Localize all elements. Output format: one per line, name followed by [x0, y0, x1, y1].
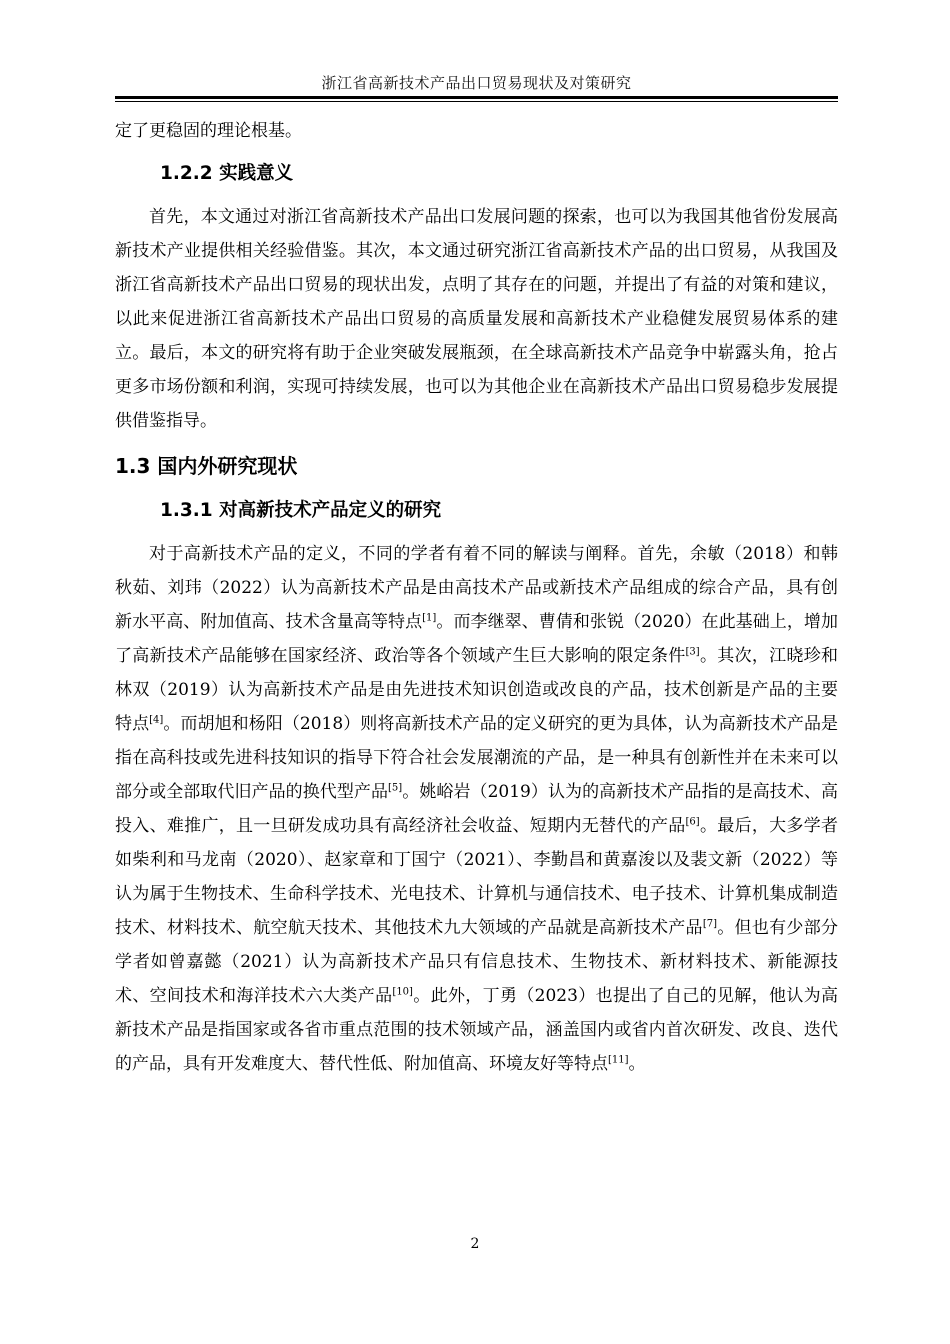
- running-header: 浙江省高新技术产品出口贸易现状及对策研究: [321, 74, 632, 92]
- citation-ref: [10]: [392, 986, 413, 998]
- citation-ref: [7]: [702, 918, 717, 930]
- paragraph-text: 。最后，大多学者如柴利和马龙南（2020）、赵家章和丁国宁（2021）、李勤昌和黄嘉浚以及裴文新（2022）等认为属于生物技术、生命科学技术、光电技术、计算机与通信技术、电子技术、计算机集成制造技术、材料技术、航空航天技术、其他技术九大领域的产品就是高新技术产品: [115, 816, 839, 938]
- paragraph-text: 。姚峪岩（2019）认为的高新技术产品指的是高技术、高投入、难推广，且一旦研发成功具有高经济社会收益、短期内无替代的产品: [115, 782, 839, 836]
- citation-ref: [1]: [422, 612, 437, 624]
- paragraph-text: 。其次，江晓珍和林双（2019）认为高新技术产品是由先进技术知识创造或改良的产品，技术创新是产品的主要特点: [115, 646, 839, 734]
- header-rule-thick: [115, 96, 838, 99]
- citation-ref: [11]: [608, 1054, 629, 1066]
- page-number: 2: [470, 1236, 480, 1252]
- paragraph-text: 。此外，丁勇（2023）也提出了自己的见解，他认为高新技术产品是指国家或各省市重点范围的技术领域产品，涵盖国内或省内首次研发、改良、迭代的产品，具有开发难度大、替代性低、附加值高、环境友好等特点: [115, 986, 839, 1074]
- paragraph-text: 。但也有少部分学者如曾嘉懿（2021）认为高新技术产品只有信息技术、生物技术、新材料技术、新能源技术、空间技术和海洋技术六大类产品: [115, 918, 839, 1006]
- section-heading-1-3-1: 1.3.1 对高新技术产品定义的研究: [160, 500, 442, 521]
- paragraph-text: 对于高新技术产品的定义，不同的学者有着不同的解读与阐释。首先，余敏（2018）和韩秋茹、刘玮（2022）认为高新技术产品是由高技术产品或新技术产品组成的综合产品，具有创新水平高、附加值高、技术含量高等特点: [115, 544, 838, 632]
- practical-significance-paragraph: 首先，本文通过对浙江省高新技术产品出口发展问题的探索，也可以为我国其他省份发展高新技术产业提供相关经验借鉴。其次，本文通过研究浙江省高新技术产品的出口贸易，从我国及浙江省高新技术产品出口贸易的现状出发，点明了其存在的问题，并提出了有益的对策和建议，以此来促进浙江省高新技术产品出口贸易的高质量发展和高新技术产业稳健发展贸易体系的建立。最后，本文的研究将有助于企业突破发展瓶颈，在全球高新技术产品竞争中崭露头角，抢占更多市场份额和利润，实现可持续发展，也可以为其他企业在高新技术产品出口贸易稳步发展提供借鉴指导。: [115, 207, 838, 431]
- definition-research-paragraph: [115, 537, 838, 1081]
- section-heading-1-3: 1.3 国内外研究现状: [115, 454, 298, 478]
- paragraph-text: 。而李继翠、曹倩和张锐（2020）在此基础上，增加了高新技术产品能够在国家经济、政治等各个领域产生巨大影响的限定条件: [115, 612, 839, 666]
- citation-ref: [4]: [149, 714, 164, 726]
- paragraph-text: 。而胡旭和杨阳（2018）则将高新技术产品的定义研究的更为具体，认为高新技术产品是指在高科技或先进科技知识的指导下符合社会发展潮流的产品，是一种具有创新性并在未来可以部分或全部取代旧产品的换代型产品: [115, 714, 839, 802]
- paragraph-text: 。: [628, 1054, 646, 1074]
- section-heading-1-2-2: 1.2.2 实践意义: [160, 163, 294, 184]
- citation-ref: [3]: [685, 646, 700, 658]
- citation-ref: [6]: [685, 816, 700, 828]
- citation-ref: [5]: [388, 782, 403, 794]
- continuation-text: 定了更稳固的理论根基。: [115, 121, 302, 141]
- header-rule-thin: [115, 101, 838, 102]
- document-body: [115, 114, 838, 1081]
